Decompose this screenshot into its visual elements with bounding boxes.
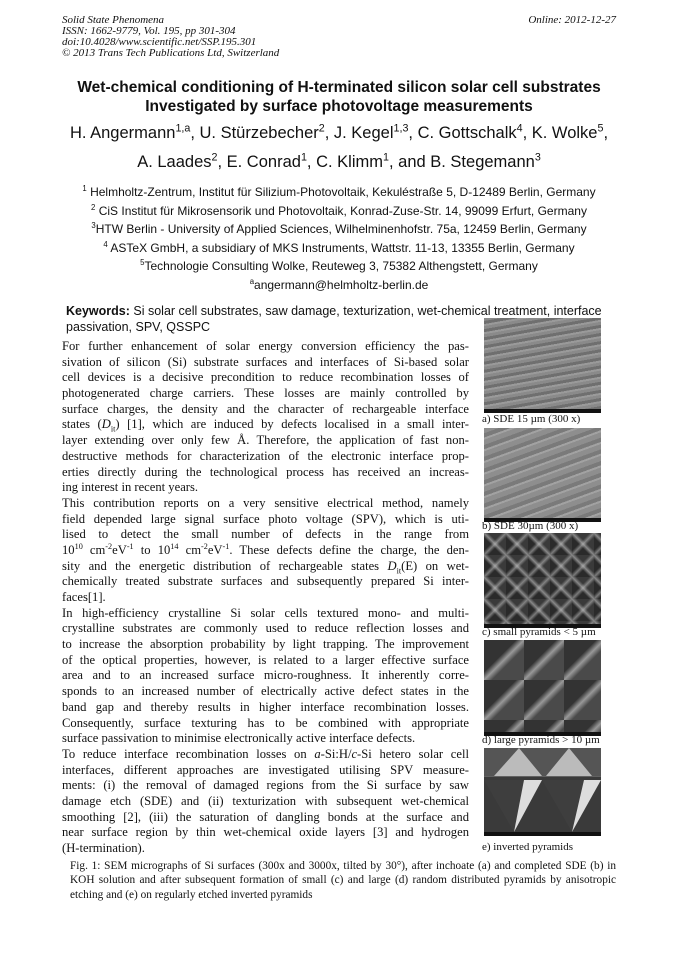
doi: doi:10.4028/www.scientific.net/SSP.195.301 — [62, 36, 257, 48]
sem-micrograph — [484, 428, 601, 522]
text-segment: Technologie Consulting Wolke, Reuteweg 3, 75382 Althengstett, Germany — [144, 259, 538, 273]
text-segment: ASTeX GmbH, a subsidiary of MKS Instruments, Wattstr. 11-13, 13355 Berlin, Germany — [107, 240, 575, 255]
text-segment: , U. Stürzebecher — [190, 124, 319, 142]
issn: ISSN: 1662-9779, Vol. 195, pp 301-304 — [62, 25, 236, 37]
panel-caption: c) small pyramids < 5 µm — [482, 626, 596, 638]
affiliation-1 — [0, 185, 678, 199]
text-segment: ) [1], which are induced by defects localised in a small inter- — [115, 417, 469, 432]
text-segment: surface charges, the density and the character of rechargeable interface — [62, 401, 469, 416]
text-segment: , E. Conrad — [217, 153, 301, 171]
superscript: -1 — [126, 541, 134, 551]
body-line — [62, 480, 469, 496]
body-text — [62, 339, 469, 857]
superscript: -2 — [105, 541, 113, 551]
sem-micrograph — [484, 533, 601, 628]
superscript: 2 — [91, 202, 96, 212]
superscript: 2 — [318, 122, 325, 135]
body-line — [62, 825, 469, 841]
text-segment: eV — [207, 542, 223, 557]
body-line — [62, 606, 469, 622]
superscript: 1 — [82, 184, 87, 193]
affiliation-3 — [0, 222, 678, 236]
text-segment: area and to an increased surface micro-roughness. It inherently corre- — [62, 668, 469, 683]
body-line — [62, 433, 469, 449]
body-line — [62, 386, 469, 402]
text-segment: (E) on wet- — [401, 558, 469, 573]
superscript: 10 — [74, 541, 83, 551]
text-segment: smoothing [2], (iii) the saturation of dangling bonds at the surface and — [62, 809, 469, 824]
superscript: 1 — [383, 151, 389, 164]
text-segment: to 10 — [133, 542, 171, 557]
text-segment: of the optical properties, however, is related to a larger effective surface — [62, 652, 469, 667]
superscript: 5 — [140, 258, 145, 267]
panel-caption: e) inverted pyramids — [482, 841, 574, 853]
body-line — [62, 794, 469, 810]
affiliation-2 — [0, 204, 678, 218]
text-segment: CiS Institut für Mikrosensorik und Photovoltaik, Konrad-Zuse-Str. 14, 99099 Erfurt, Germany — [95, 203, 587, 218]
text-segment: surface passivation to minimise electronically active interface defects. — [62, 731, 416, 746]
body-line — [62, 465, 469, 481]
text-segment: destructive methods for characterization of the electronic interface prop- — [62, 448, 469, 463]
body-line — [62, 370, 469, 386]
text-segment: This contribution reports on a very sensitive electrical method, namely — [62, 495, 469, 510]
text-segment: Consequently, surface texturing has to be combined with appropriate — [62, 715, 469, 730]
text-segment: eV — [112, 542, 127, 557]
body-line — [62, 559, 469, 575]
text-segment: damage etch (SDE) and (ii) texturization with subsequent wet-chemical — [62, 793, 469, 808]
text-segment: ing interest in recent years. — [62, 480, 199, 495]
superscript: 1 — [300, 151, 307, 164]
text-segment: interfaces, different approaches are investigated utilising SPV measure- — [62, 762, 469, 777]
text-segment: angermann@helmholtz-berlin.de — [254, 277, 429, 292]
text-segment: . These defects define the charge, the den- — [229, 542, 469, 557]
text-segment: (H-termination). — [62, 841, 145, 855]
body-line — [62, 810, 469, 826]
text-segment: band gap and thereby results in higher interface recombination losses. — [62, 699, 469, 714]
body-line — [62, 747, 469, 763]
superscript: -2 — [201, 541, 208, 551]
body-line — [62, 527, 469, 543]
text-segment: , K. Wolke — [522, 124, 598, 142]
panel-caption: b) SDE 30µm (300 x) — [482, 520, 579, 532]
superscript: 1,a — [175, 122, 191, 135]
paper-title-line-2: Investigated by surface photovoltage measurements — [145, 98, 533, 115]
affiliation-4 — [0, 241, 678, 255]
body-line — [62, 339, 469, 355]
superscript: 5 — [597, 122, 604, 135]
affiliation-5 — [0, 259, 678, 273]
figure-caption: Fig. 1: SEM micrographs of Si surfaces (300x and 3000x, tilted by 30°), after inchoate (a) and completed SDE (b) in KOH solution and after subsequent formation of small (c) and large (d) random distributed pyramids by anisotropic etching and (e) on regularly etched inverted pyramids — [70, 860, 616, 901]
body-line — [62, 684, 469, 700]
contact-email — [0, 278, 678, 292]
text-segment: chemically treated substrate surfaces and subsequently prepared Si inter- — [62, 574, 469, 589]
text-segment: , and B. Stegemann — [388, 153, 535, 171]
text-segment: 10 — [62, 542, 75, 557]
keywords-text: Si solar cell substrates, saw damage, texturization, wet-chemical treatment, interface passivation, SPV, QSSPC — [66, 304, 602, 334]
text-segment: photogenerated charge carriers. These losses are mainly controlled by — [62, 386, 469, 401]
text-segment: -Si hetero solar cell — [357, 746, 469, 761]
body-line — [62, 731, 469, 747]
authors-line-1 — [0, 124, 678, 143]
text-segment: cm — [178, 542, 201, 557]
panel-caption: d) large pyramids > 10 µm — [482, 734, 600, 746]
text-segment: erties directly during the technological process has received an increas- — [62, 464, 469, 479]
body-line — [62, 512, 469, 528]
text-segment: crystalline substrates are commonly used to reduce reflection losses and — [62, 621, 469, 636]
body-line — [62, 496, 469, 512]
sem-micrograph — [484, 748, 601, 836]
text-segment: In high-efficiency crystalline Si solar cells textured mono- and multi- — [62, 605, 469, 620]
text-segment: cell devices is a decisive precondition to reduce recombination losses of — [62, 370, 469, 385]
keywords-label: Keywords: — [66, 304, 130, 318]
text-segment: , C. Gottschalk — [408, 124, 517, 142]
text-segment: For further enhancement of solar energy conversion efficiency the pas- — [62, 339, 469, 353]
superscript: 2 — [211, 151, 218, 164]
body-line — [62, 590, 469, 606]
text-segment: , — [603, 124, 609, 142]
italic-text: a — [314, 746, 321, 761]
text-segment: to increase the absorption probability by light trapping. The improvement — [62, 637, 469, 652]
superscript: 14 — [170, 541, 179, 551]
superscript: 1,3 — [393, 122, 409, 135]
superscript: 3 — [534, 151, 541, 164]
superscript: -1 — [222, 541, 230, 551]
superscript: 4 — [103, 239, 108, 249]
panel-caption: a) SDE 15 µm (300 x) — [482, 413, 581, 425]
superscript: 3 — [91, 221, 96, 230]
authors-line-2 — [0, 153, 678, 172]
text-segment: A. Laades — [137, 153, 212, 171]
text-segment: HTW Berlin - University of Applied Sciences, Wilhelminenhofstr. 75a, 12459 Berlin, Germany — [95, 222, 587, 236]
body-line — [62, 700, 469, 716]
body-line — [62, 543, 469, 559]
text-segment: sponds to an increased number of electrically active defect states in the — [62, 684, 469, 699]
body-line — [62, 668, 469, 684]
paper-title-line-1: Wet-chemical conditioning of H-terminated silicon solar cell substrates — [77, 79, 601, 96]
text-segment: faces[1]. — [62, 590, 106, 604]
body-line — [62, 621, 469, 637]
inverted-pyramids-image — [484, 748, 601, 832]
text-segment: near surface region by thin wet-chemical oxide layers [3] and hydrogen — [62, 825, 469, 840]
journal-name: Solid State Phenomena — [62, 14, 165, 26]
text-segment: states ( — [62, 417, 102, 432]
text-segment: To reduce interface recombination losses on — [62, 746, 315, 761]
italic-text: D — [101, 417, 111, 432]
subscript: it — [110, 424, 116, 434]
subscript: it — [396, 566, 402, 576]
superscript: a — [249, 276, 255, 286]
text-segment: sivation of silicon (Si) substrate surfaces and interfaces of Si-based solar — [62, 354, 469, 369]
italic-text: D — [387, 558, 397, 573]
text-segment: ments: (i) the removal of damaged regions from the Si surface by saw — [62, 778, 469, 793]
text-segment: H. Angermann — [69, 124, 176, 142]
body-line — [62, 355, 469, 371]
body-line — [62, 763, 469, 779]
body-line — [62, 716, 469, 732]
text-segment: Helmholtz-Zentrum, Institut für Silizium-Photovoltaik, Kekuléstraße 5, D-12489 Berlin, Germany — [86, 185, 596, 199]
text-segment: -Si:H/ — [320, 746, 352, 761]
sem-micrograph — [484, 318, 601, 413]
sem-micrograph — [484, 640, 601, 736]
text-segment: field depended large signal surface photo voltage (SPV), which is uti- — [62, 511, 469, 526]
body-line — [62, 637, 469, 653]
body-line — [62, 402, 469, 418]
body-line — [62, 417, 469, 433]
text-segment: , J. Kegel — [324, 124, 394, 142]
body-line — [62, 653, 469, 669]
italic-text: c — [351, 746, 358, 761]
copyright: © 2013 Trans Tech Publications Ltd, Switzerland — [62, 47, 280, 59]
body-line — [62, 778, 469, 794]
online-date: Online: 2012-12-27 — [528, 14, 616, 26]
body-line — [62, 449, 469, 465]
text-segment: lised to detect the small number of defects in the range from — [62, 527, 469, 542]
body-line — [62, 841, 469, 857]
text-segment: , C. Klimm — [306, 153, 383, 171]
superscript: 4 — [516, 122, 523, 135]
body-line — [62, 574, 469, 590]
text-segment: sity and the energetic distribution of rechargeable states — [62, 558, 388, 573]
text-segment: layer extending over only few Å. Therefore, the application of fast non- — [62, 433, 469, 448]
text-segment: cm — [82, 542, 106, 557]
